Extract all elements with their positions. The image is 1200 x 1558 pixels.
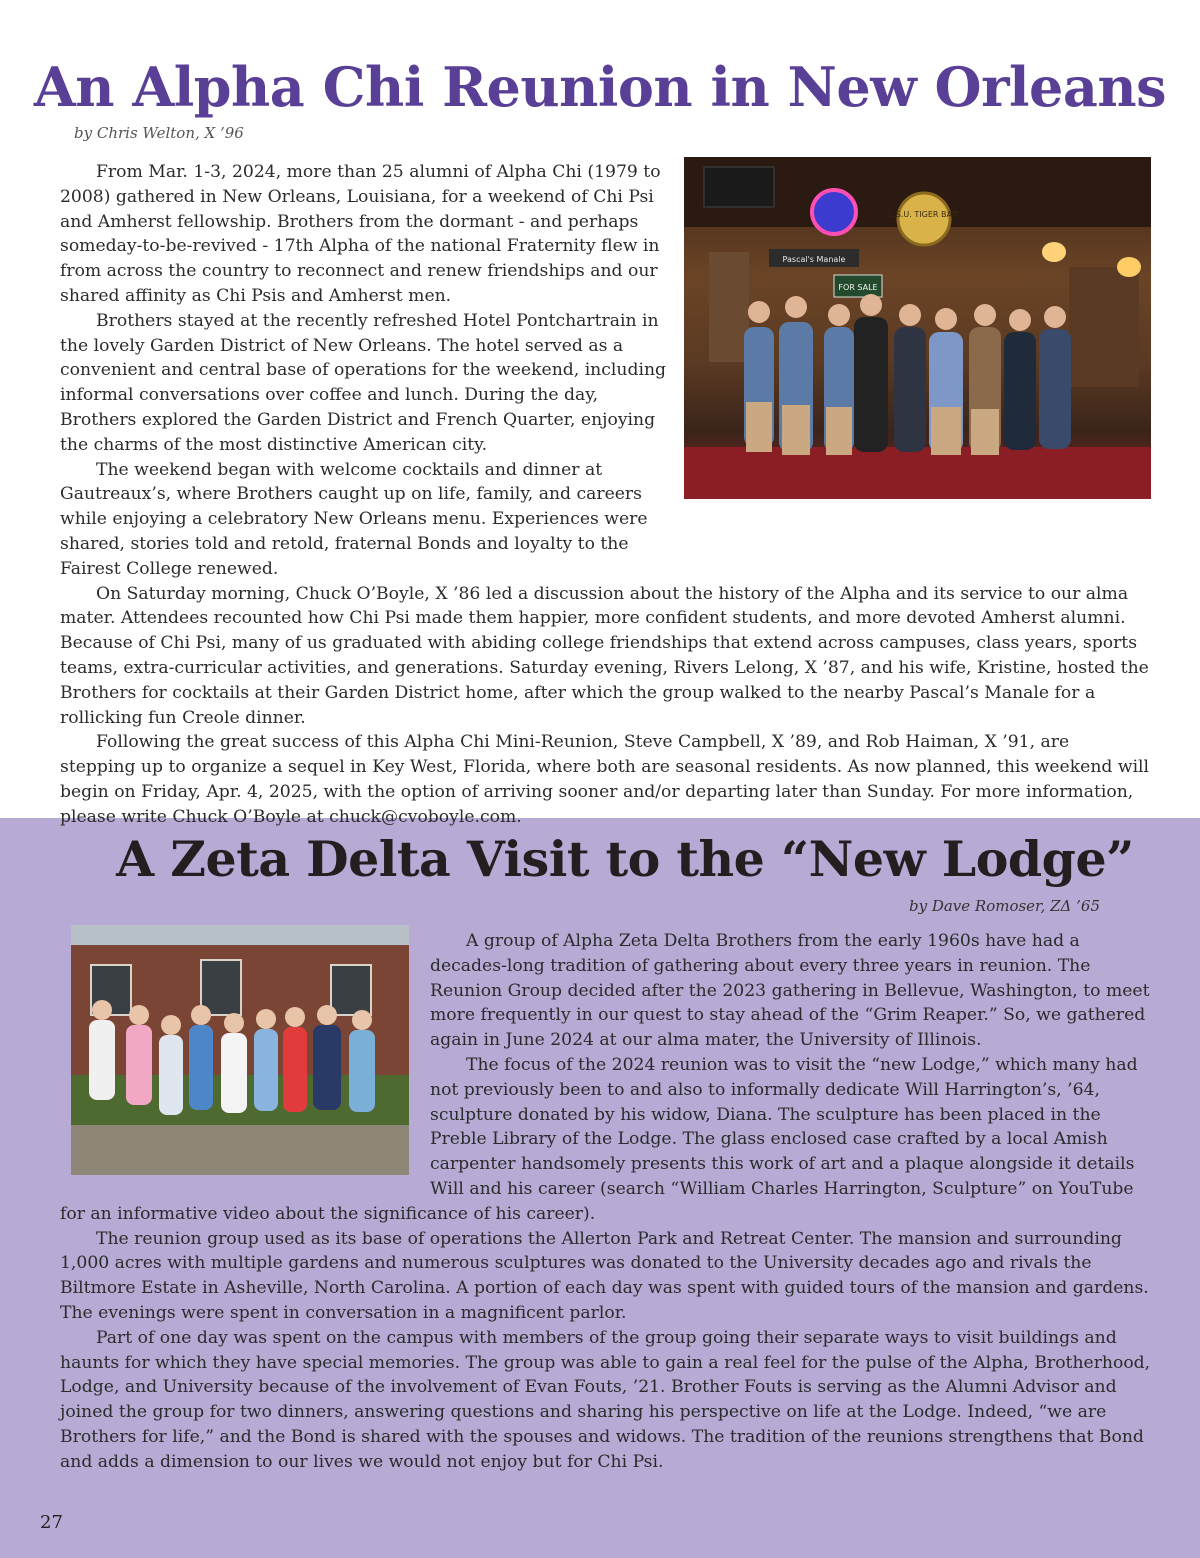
article1-paragraph: From Mar. 1-3, 2024, more than 25 alumni of Alpha Chi (1979 to 2008) gathered in New Orleans, Louisiana, for a weekend of Chi Psi and Amherst fellowship. Brothers from the dormant - and perhaps someday-to-be-revived - 17th Alpha of the national Fraternity flew in from across the country to reconnect and renew friendships and our shared affinity as Chi Psis and Amherst men.	[60, 162, 661, 306]
article2-body	[60, 929, 1152, 1475]
photo-sign-forsale: FOR SALE	[838, 283, 878, 292]
article1-paragraph: On Saturday morning, Chuck O’Boyle, X ’86 led a discussion about the history of the Alpha and its service to our alma mater. Attendees recounted how Chi Psi made them happier, more confident students, and more devoted Amherst alumni. Because of Chi Psi, many of us graduated with abiding college friendships that extend across campuses, class years, sports teams, extra-curricular activities, and generations. Saturday evening, Rivers Lelong, X ’87, and his wife, Kristine, hosted the Brothers for cocktails at their Garden District home, after which the group walked to the nearby Pascal’s Manale for a rollicking fun Creole dinner.	[60, 583, 1149, 728]
photo-sign-lsu: L.S.U. TIGER BAIT	[888, 210, 960, 219]
article2-paragraph: The reunion group used as its base of operations the Allerton Park and Retreat Center. The mansion and surrounding 1,000 acres with multiple gardens and numerous sculptures was donated to the University decades ago and rivals the Biltmore Estate in Asheville, North Carolina. A portion of each day was spent with guided tours of the mansion and gardens. The evenings were spent in conversation in a magnificent parlor.	[60, 1228, 1149, 1323]
article1-title: An Alpha Chi Reunion in New Orleans	[33, 55, 1167, 119]
article1-body	[60, 160, 1150, 830]
article2-paragraph: Part of one day was spent on the campus with members of the group going their separate ways to visit buildings and haunts for which they have special memories. The group was able to gain a real feel for the pulse of the Alpha, Brotherhood, Lodge, and University because of the involvement of Evan Fouts, ’21. Brother Fouts is serving as the Alumni Advisor and joined the group for two dinners, answering questions and sharing his perspective on life at the Lodge. Indeed, “we are Brothers for life,” and the Bond is shared with the spouses and widows. The tradition of the reunions strengthens that Bond and adds a dimension to our lives we would not enjoy but for Chi Psi.	[60, 1327, 1151, 1472]
article2-paragraph: The focus of the 2024 reunion was to visit the “new Lodge,” which many had not previously been to and also to informally dedicate Will Harrington’s, ’64, sculpture donated by his widow, Diana. The sculpture has been placed in the Preble Library of the Lodge. The glass enclosed case crafted by a local Amish carpenter handsomely presents this work of art and a plaque alongside it details Will and his career (search “William Charles Harrington, Sculpture” on YouTube for an informative video about the significance of his career).	[60, 1054, 1138, 1224]
photo-wrap-spacer	[670, 160, 1150, 546]
article2-byline: by Dave Romoser, ZΔ ’65	[908, 897, 1100, 915]
article1-paragraph: The weekend began with welcome cocktails and dinner at Gautreaux’s, where Brothers caught up on life, family, and careers while enjoying a celebratory New Orleans menu. Experiences were shared, stories told and retold, fraternal Bonds and loyalty to the Fairest College renewed.	[60, 459, 648, 579]
article1-byline: by Chris Welton, X ’96	[74, 124, 244, 142]
article1-paragraph: Brothers stayed at the recently refreshed Hotel Pontchartrain in the lovely Garden District of New Orleans. The hotel served as a convenient and central base of operations for the weekend, including informal conversations over coffee and lunch. During the day, Brothers explored the Garden District and French Quarter, enjoying the charms of the most distinctive American city.	[60, 310, 667, 455]
article1-paragraph: Following the great success of this Alpha Chi Mini-Reunion, Steve Campbell, X ’89, and Rob Haiman, X ’91, are stepping up to organize a sequel in Key West, Florida, where both are seasonal residents. As now planned, this weekend will begin on Friday, Apr. 4, 2025, with the option of arriving sooner and/or departing later than Sunday. For more information, please write Chuck O’Boyle at chuck@cvoboyle.com.	[60, 732, 1150, 827]
page-number: 27	[40, 1512, 63, 1533]
article2-title: A Zeta Delta Visit to the “New Lodge”	[116, 830, 1134, 888]
article2-paragraph: A group of Alpha Zeta Delta Brothers from the early 1960s have had a decades-long tradition of gathering about every three years in reunion. The Reunion Group decided after the 2023 gathering in Bellevue, Washington, to meet more frequently in our quest to stay ahead of the “Grim Reaper.” So, we gathered again in June 2024 at our alma mater, the University of Illinois.	[430, 931, 1150, 1051]
photo-sign-restaurant: Pascal's Manale	[782, 255, 846, 264]
photo-wrap-spacer	[60, 929, 430, 1177]
